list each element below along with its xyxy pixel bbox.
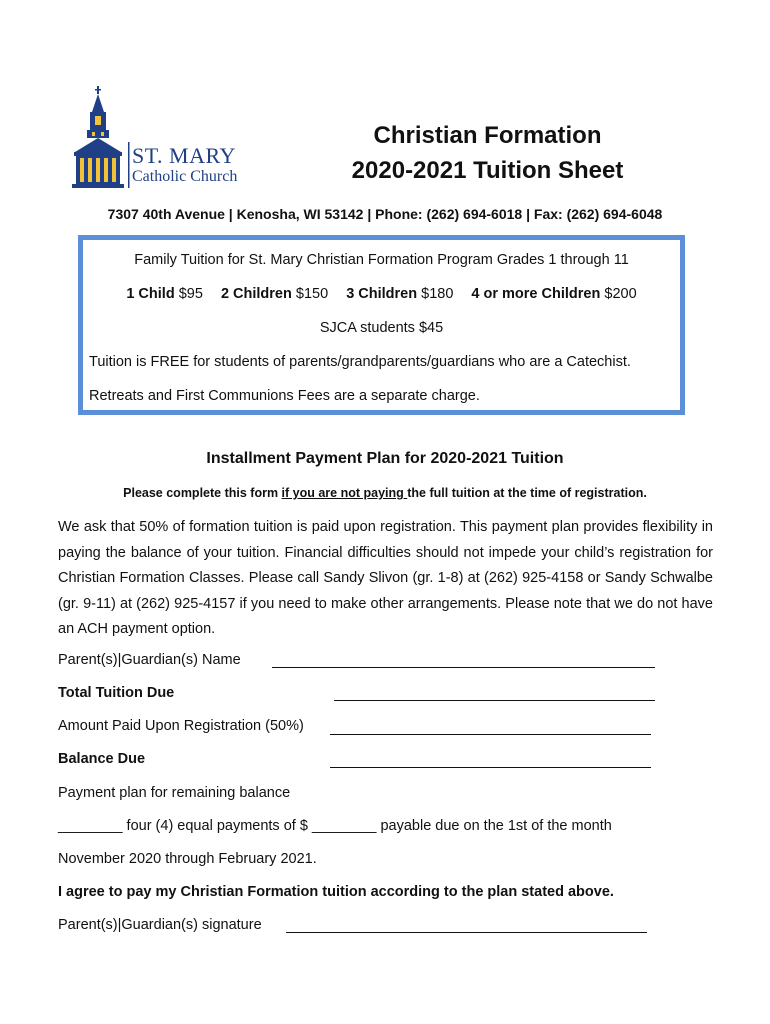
sjca-fee: SJCA students $45 <box>319 320 444 336</box>
logo-subtitle: Catholic Church <box>132 168 238 185</box>
page-title-line2: 2020-2021 Tuition Sheet <box>351 157 624 184</box>
separate-charge-note: Retreats and First Communions Fees are a separate charge. <box>89 388 480 404</box>
parent-name-field[interactable] <box>272 667 655 668</box>
amount-paid-field[interactable] <box>330 734 651 735</box>
tuition-heading: Family Tuition for St. Mary Christian Formation Program Grades 1 through 11 <box>134 252 629 268</box>
parent-name-label: Parent(s)|Guardian(s) Name <box>58 652 241 668</box>
tuition-info-box <box>78 235 685 415</box>
installment-title: Installment Payment Plan for 2020-2021 Tuition <box>206 450 564 467</box>
fee-item: 1 Child $95 <box>126 286 203 302</box>
total-tuition-label: Total Tuition Due <box>58 685 175 701</box>
signature-label: Parent(s)|Guardian(s) signature <box>58 917 262 933</box>
installment-paragraph: We ask that 50% of formation tuition is paid upon registration. This payment plan provides flexibility in paying the balance of your tuition. Financial difficulties should not impede your child’s registration for Christian Formation Classes. Please call Sandy Slivon (gr. 1-8) at (262) 925-4158 or Sandy Schwalbe (gr. 9-11) at (262) 925-4157 if you need to make other arrangements. Please note that we do not have an ACH payment option. <box>58 519 713 637</box>
fee-item: 4 or more Children $200 <box>471 286 637 302</box>
contact-address: 7307 40th Avenue | Kenosha, WI 53142 | Phone: (262) 694-6018 | Fax: (262) 694-6048 <box>107 206 663 222</box>
fee-item: 3 Children $180 <box>346 286 454 302</box>
free-tuition-note: Tuition is FREE for students of parents/grandparents/guardians who are a Catechist. <box>89 354 631 370</box>
fee-list <box>83 286 680 302</box>
balance-due-field[interactable] <box>330 767 651 768</box>
payment-months: November 2020 through February 2021. <box>58 851 317 867</box>
fee-item: 2 Children $150 <box>220 286 329 302</box>
payments-line: ________ four (4) equal payments of $ ________ payable due on the 1st of the month <box>58 818 612 834</box>
balance-due-label: Balance Due <box>58 751 146 767</box>
logo-name: ST. MARY <box>132 143 236 168</box>
signature-field[interactable] <box>286 932 647 933</box>
installment-note: Please complete this form if you are not paying the full tuition at the time of registration. <box>123 486 647 500</box>
payment-plan-label: Payment plan for remaining balance <box>58 785 291 801</box>
total-tuition-field[interactable] <box>334 700 655 701</box>
page-title-line1: Christian Formation <box>373 122 602 149</box>
amount-paid-label: Amount Paid Upon Registration (50%) <box>58 718 304 734</box>
agreement-statement: I agree to pay my Christian Formation tuition according to the plan stated above. <box>58 884 614 900</box>
